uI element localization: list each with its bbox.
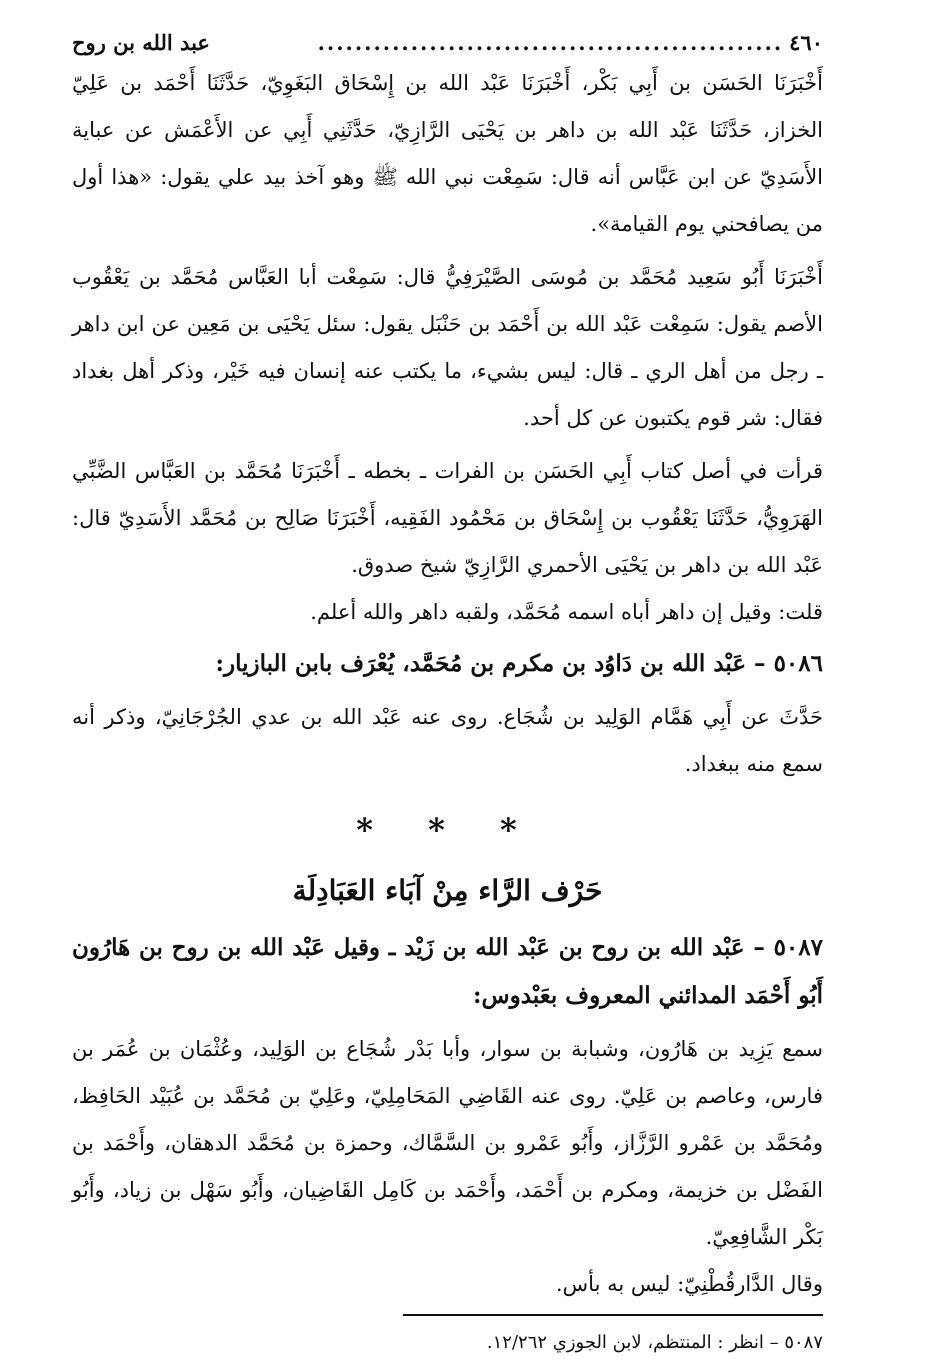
page-header [72,26,823,60]
paragraph-hadith: أَخْبَرَنَا الحَسَن بن أَبِي بَكْر، أَخْبَرَنَا عَبْد الله بن إِسْحَاق البَغَوِيّ، حَدَّثَنَا أَحْمَد بن عَلِيّ الخزاز، حَدَّثَنَا عَبْد الله بن داهر بن يَحْيَى الرَّازِيّ، حَدَّثَنِي أَبِي عن الأَعْمَش عن عباية الأَسَدِيّ عن ابن عَبَّاس أنه قال: سَمِعْت نبي الله ﷺ وهو آخذ بيد علي يقول: «هذا أول من يصافحني يوم القيامة». [72,71,823,236]
paragraph-note: قلت: وقيل إن داهر أباه اسمه مُحَمَّد، ولقبه داهر والله أعلم. [310,600,823,624]
page-number: ٤٦٠ [789,30,823,55]
entry-5086-text: حَدَّثَ عن أَبِي هَمَّام الوَلِيد بن شُجَاع. روى عنه عَبْد الله بن عدي الجُرْجَانِيّ، وذكر أنه سمع منه ببغداد. [72,705,823,776]
entry-5087-text: سمع يَزِيد بن هَارُون، وشبابة بن سوار، وأبا بَدْر شُجَاع بن الوَلِيد، وعُثْمَان بن عُمَر بن فارس، وعاصم بن عَلِيّ. روى عنه القَاضِي المَحَامِلِيّ، وعَلِيّ بن مُحَمَّد بن عُبَيْد الحَافِظ، ومُحَمَّد بن عَمْرو الرَّزَّاز، وأَبُو عَمْرو بن السَّمَّاك، وحمزة بن مُحَمَّد الدهقان، وأَحْمَد بن الفَضْل بن خزيمة، ومكرم بن أَحْمَد، وأَحْمَد بن كَامِل القَاضِيان، وأَبُو سَهْل بن زياد، وأَبُو بَكْر الشَّافِعِيّ. [72,1037,823,1249]
entry-5087-quote: وقال الدَّارقُطْنِيّ: ليس به بأس. [555,1272,823,1296]
section-title: حَرْف الرَّاء مِنْ آبَاء العَبَادِلَة [292,874,603,907]
entry-5087-title: ٥٠٨٧ – عَبْد الله بن روح بن عَبْد الله بن زَيْد ـ وقيل عَبْد الله بن روح بن هَارُون أَبُو أَحْمَد المدائني المعروف بعَبْدوس: [72,934,823,1009]
entry-5086-title: ٥٠٨٦ – عَبْد الله بن دَاوُد بن مكرم بن مُحَمَّد، يُعْرَف بابن البازيار: [215,650,823,677]
running-title: عبد الله بن روح [72,30,210,55]
section-separator-stars: * * * [356,811,539,849]
header-dots: .................................................. [317,30,784,55]
footnote-rule-wrap [72,1308,823,1328]
footnote: ٥٠٨٧ – انظر : المنتظم، لابن الجوزي ١٢/٢٦٢. [486,1332,823,1353]
footnote-rule [403,1314,823,1316]
paragraph-ibn-alfurat: قرأت في أصل كتاب أَبِي الحَسَن بن الفرات ـ بخطه ـ أَخْبَرَنَا مُحَمَّد بن العَبَّاس الضَّبِّي الهَرَوِيُّ، حَدَّثَنَا يَعْقُوب بن إِسْحَاق بن مَحْمُود الفَقِيه، أَخْبَرَنَا صَالِح بن مُحَمَّد الأَسَدِيّ قال: عَبْد الله بن داهر بن يَحْيَى الأحمري الرَّازِيّ شيخ صدوق. [72,459,823,577]
paragraph-ibn-maeen: أَخْبَرَنَا أَبُو سَعِيد مُحَمَّد بن مُوسَى الصَّيْرَفِيُّ قال: سَمِعْت أبا العَبَّاس مُحَمَّد بن يَعْقُوب الأصم يقول: سَمِعْت عَبْد الله بن أَحْمَد بن حَنْبَل يقول: سئل يَحْيَى بن مَعِين عن ابن داهر ـ رجل من أهل الري ـ قال: ليس بشيء، ما يكتب عنه إنسان فيه خَيْر، وذكر أهل بغداد فقال: شر قوم يكتبون عن كل أحد. [72,265,823,430]
